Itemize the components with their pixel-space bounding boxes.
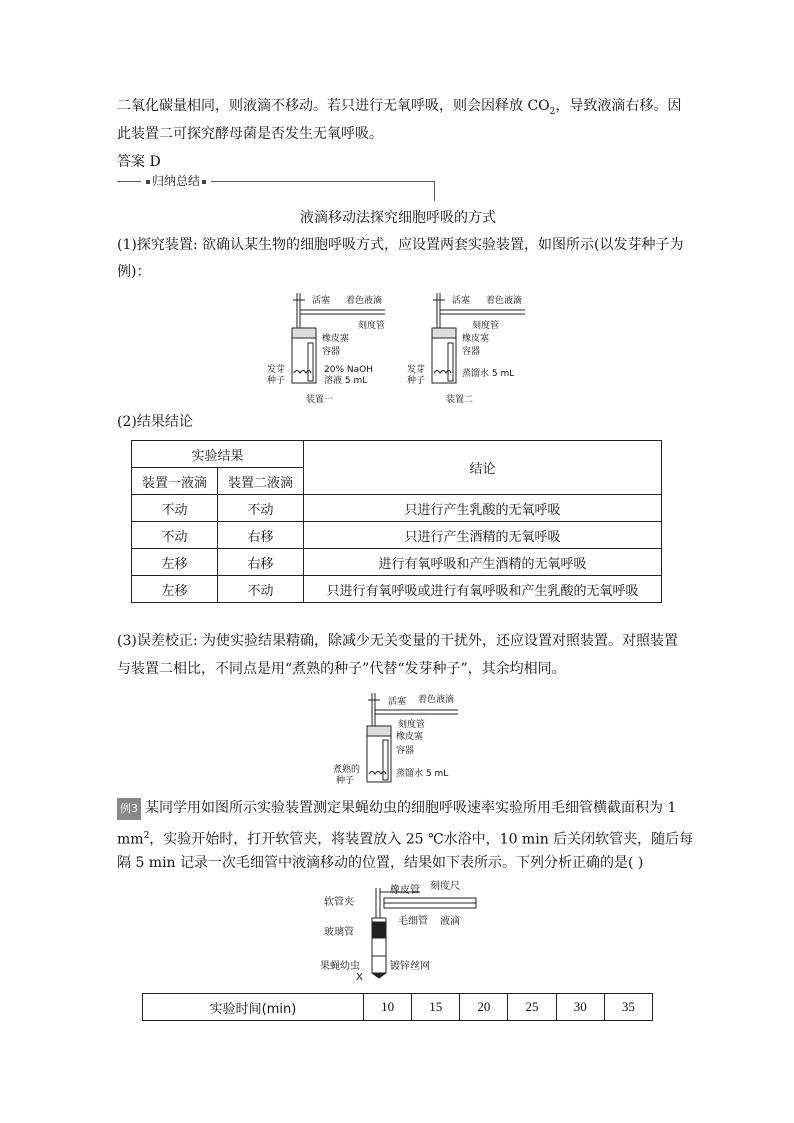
device2-seed-2: 种子	[407, 376, 426, 386]
summary-p2: (2)结果结论	[117, 414, 193, 430]
example-line-1: 例3 某同学用如图所示实验装置测定果蝇幼虫的细胞呼吸速率实验所用毛细管横截面积为 1	[117, 798, 676, 820]
summary-header-box	[117, 174, 435, 201]
example-line-3: 隔 5 min 记录一次毛细管中液滴移动的位置，结果如下表所示。下列分析正确的是( )	[117, 855, 644, 871]
device1-stopper: 橡皮塞	[322, 334, 350, 344]
summary-title: 液滴移动法探究细胞呼吸的方式	[300, 210, 496, 226]
summary-p3-line2: 与装置二相比，不同点是用“煮熟的种子”代替“发芽种子”，其余均相同。	[117, 661, 566, 677]
larvae-label: 果蝇幼虫	[320, 961, 360, 972]
mesh-label: 镀锌丝网	[390, 961, 430, 972]
glass-tube-label: 玻璃管	[324, 927, 354, 938]
control-scale-tube: 刻度管	[398, 720, 426, 730]
figure-control-device	[330, 690, 500, 790]
hose-clamp-label: 软管夹	[324, 897, 354, 908]
device1-scale-tube: 刻度管	[358, 321, 386, 331]
device2-stopper: 橡皮塞	[462, 334, 490, 344]
x-label: X	[356, 972, 363, 983]
control-droplet: 着色液滴	[418, 695, 455, 705]
device1-seed-2: 种子	[267, 376, 286, 386]
data-table	[142, 993, 653, 1021]
table-row: 左移 右移 进行有氧呼吸和产生酒精的无氧呼吸	[132, 549, 662, 576]
result-col1-header: 装置一液滴	[132, 468, 218, 495]
device1-caption: 装置一	[306, 395, 334, 405]
result-group-header: 实验结果	[132, 441, 304, 468]
result-col2-header: 装置二液滴	[218, 468, 304, 495]
device2-seed-1: 发芽	[407, 365, 426, 375]
figure-fruitfly-apparatus	[320, 878, 490, 984]
device2-container: 容器	[462, 347, 481, 357]
rubber-tube-label: 橡皮管	[390, 885, 420, 896]
capillary-label: 毛细管	[398, 916, 428, 927]
example-tag: 例3	[117, 798, 141, 820]
result-conclusion-header: 结论	[304, 441, 662, 495]
device1-stopcock: 活塞	[312, 296, 331, 306]
control-seed-2: 种子	[336, 776, 355, 786]
summary-p1-line2: 例)：	[117, 264, 151, 280]
device2-caption: 装置二	[446, 395, 474, 405]
table-row: 不动 右移 只进行产生酒精的无氧呼吸	[132, 522, 662, 549]
ruler-label: 刻度尺	[430, 881, 460, 892]
control-solution: 蒸馏水 5 mL	[396, 769, 449, 779]
device1-solution-2: 溶液 5 mL	[324, 376, 368, 386]
data-table-header: 实验时间(min)	[143, 994, 364, 1021]
intro-line-2: 此装置二可探究酵母菌是否发生无氧呼吸。	[117, 126, 383, 142]
device1-solution-1: 20% NaOH	[324, 365, 373, 375]
figure-devices	[260, 288, 540, 406]
control-seed-1: 煮熟的	[333, 765, 361, 775]
intro-line-1: 二氧化碳量相同，则液滴不移动。若只进行无氧呼吸，则会因释放 $CO_2$，导致液滴右移。因	[117, 98, 682, 117]
example-line-2: $mm^2$，实验开始时，打开软管夹，将装置放入 25 ℃水浴中，10 min 后关闭软管夹，随后每	[117, 831, 694, 848]
device2-droplet: 着色液滴	[486, 296, 523, 306]
droplet-label: 液滴	[440, 916, 460, 927]
device2-stopcock: 活塞	[452, 296, 471, 306]
table-row: 不动 不动 只进行产生乳酸的无氧呼吸	[132, 495, 662, 522]
control-container: 容器	[396, 746, 415, 756]
result-table	[131, 440, 662, 603]
table-row: 实验时间(min) 10 15 20 25 30 35	[143, 994, 653, 1021]
device2-solution: 蒸馏水 5 mL	[462, 369, 515, 379]
answer: 答案 D	[117, 154, 161, 170]
table-row: 左移 不动 只进行有氧呼吸或进行有氧呼吸和产生乳酸的无氧呼吸	[132, 576, 662, 603]
device1-container: 容器	[322, 347, 341, 357]
device1-seed-1: 发芽	[267, 365, 286, 375]
control-stopper: 橡皮塞	[396, 732, 424, 742]
device1-droplet: 着色液滴	[346, 296, 383, 306]
device2-scale-tube: 刻度管	[472, 321, 500, 331]
summary-p1-line1: (1)探究装置: 欲确认某生物的细胞呼吸方式，应设置两套实验装置，如图所示(以发芽种子为	[117, 237, 684, 253]
summary-label: 归纳总结	[141, 172, 211, 189]
control-stopcock: 活塞	[388, 697, 407, 707]
summary-p3-line1: (3)误差校正: 为使实验结果精确，除减少无关变量的干扰外，还应设置对照装置。对照装置	[117, 633, 678, 649]
